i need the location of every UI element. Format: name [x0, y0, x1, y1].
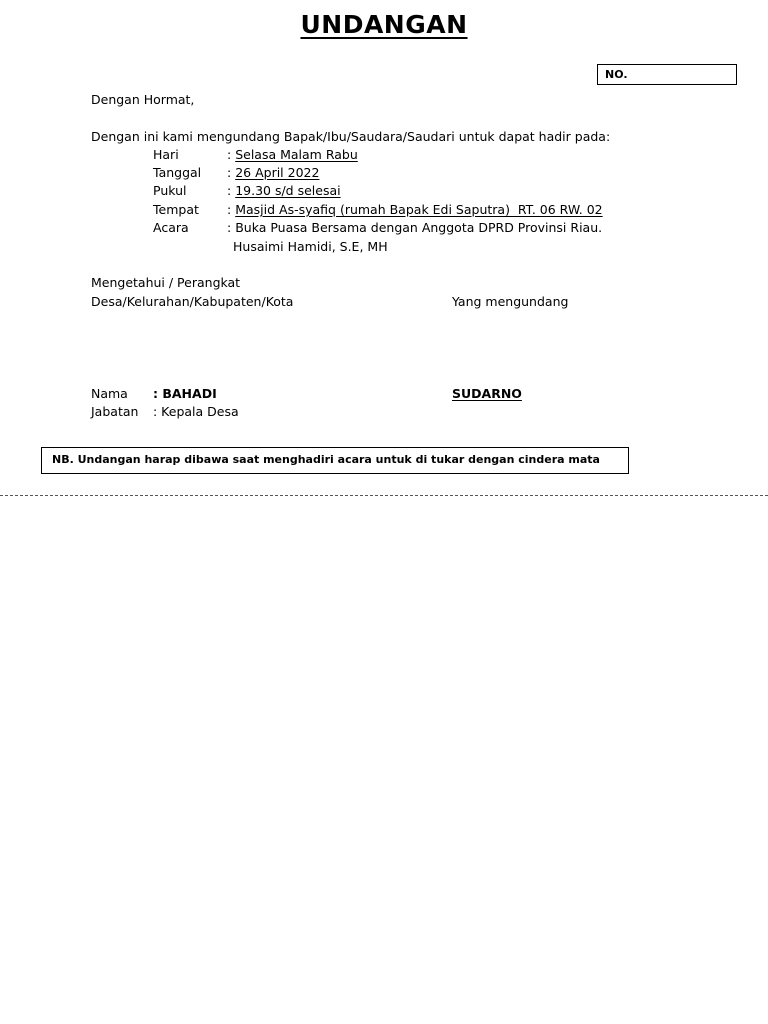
tanggal-colon: :	[227, 165, 232, 180]
left-sign-line2: Desa/Kelurahan/Kabupaten/Kota	[91, 294, 294, 309]
tempat-value: Masjid As-syafiq (rumah Bapak Edi Saputra) RT. 06 RW. 02	[235, 202, 603, 217]
left-sign-line1: Mengetahui / Perangkat	[91, 275, 241, 290]
nama-value: : BAHADI	[153, 386, 217, 401]
signer-name: SUDARNO	[452, 386, 522, 401]
acara-colon: :	[227, 220, 232, 235]
acara-value-line2: Husaimi Hamidi, S.E, MH	[233, 239, 388, 254]
tempat-row	[227, 202, 603, 217]
pukul-row	[227, 183, 341, 198]
cut-line	[0, 495, 768, 496]
note-box: NB. Undangan harap dibawa saat menghadiri acara untuk di tukar dengan cindera mata	[41, 447, 629, 474]
intro-text: Dengan ini kami mengundang Bapak/Ibu/Saudara/Saudari untuk dapat hadir pada:	[91, 129, 611, 144]
tanggal-value: 26 April 2022	[235, 165, 320, 180]
pukul-value: 19.30 s/d selesai	[235, 183, 341, 198]
number-field: NO.	[597, 64, 737, 85]
pukul-label: Pukul	[153, 183, 187, 198]
jabatan-value: : Kepala Desa	[153, 404, 239, 419]
greeting: Dengan Hormat,	[91, 92, 195, 107]
nama-label: Nama	[91, 386, 128, 401]
tempat-label: Tempat	[153, 202, 199, 217]
acara-label: Acara	[153, 220, 189, 235]
acara-value: Buka Puasa Bersama dengan Anggota DPRD Provinsi Riau.	[235, 220, 603, 235]
hari-colon: :	[227, 147, 232, 162]
acara-row	[227, 220, 602, 235]
pukul-colon: :	[227, 183, 232, 198]
document-title: UNDANGAN	[300, 10, 468, 39]
right-sign-line1: Yang mengundang	[452, 294, 569, 309]
hari-row	[227, 147, 358, 162]
hari-label: Hari	[153, 147, 179, 162]
hari-value: Selasa Malam Rabu	[235, 147, 358, 162]
tanggal-label: Tanggal	[153, 165, 202, 180]
jabatan-label: Jabatan	[91, 404, 139, 419]
tempat-colon: :	[227, 202, 232, 217]
tanggal-row	[227, 165, 319, 180]
